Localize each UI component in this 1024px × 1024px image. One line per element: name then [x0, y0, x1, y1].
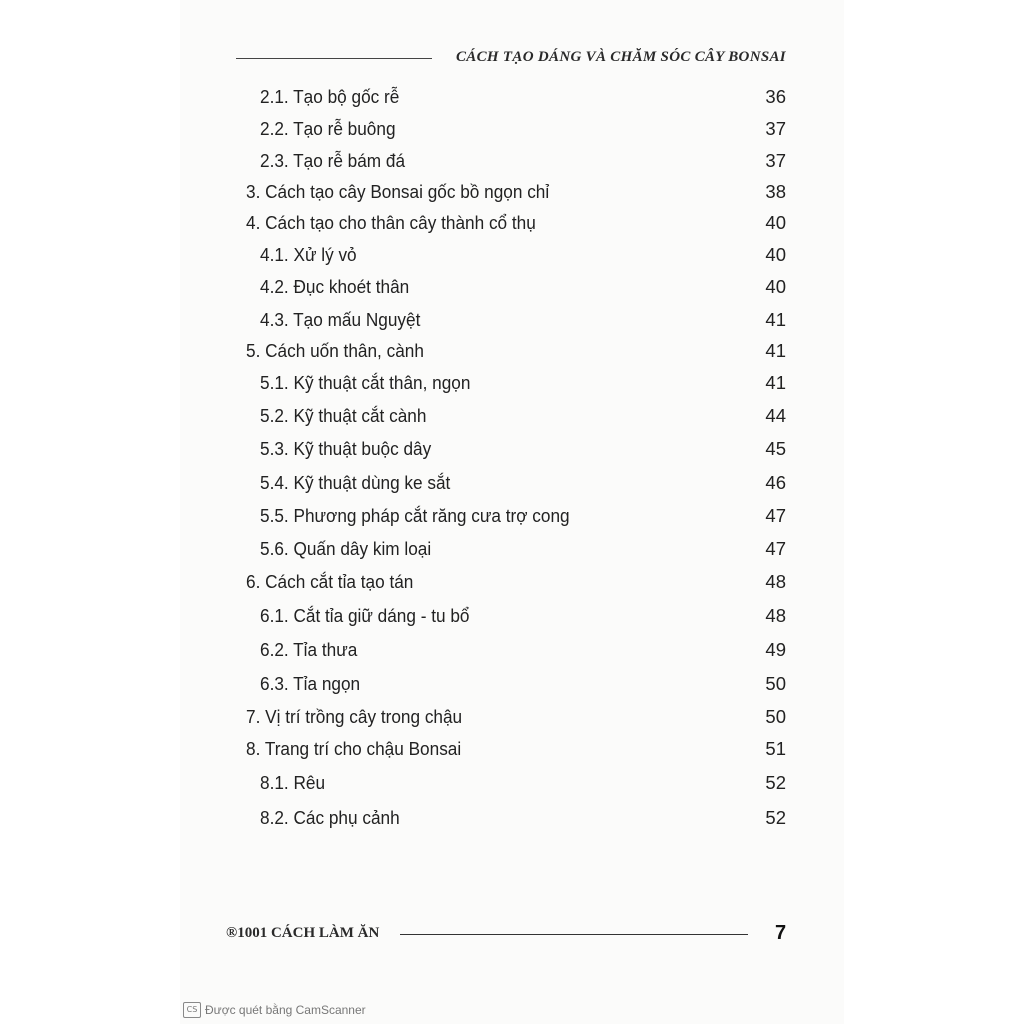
toc-entry: [0, 438, 1024, 468]
camscanner-logo-icon: CS: [183, 1002, 201, 1018]
toc-entry: [0, 605, 1024, 635]
footer-rule: [400, 934, 748, 935]
toc-entry: [0, 538, 1024, 568]
toc-entry: [0, 276, 1024, 306]
toc-entry-title: 4.2. Đục khoét thân: [260, 276, 410, 297]
toc-entry-page: 50: [765, 706, 786, 727]
toc-entry-title: 8. Trang trí cho chậu Bonsai: [246, 738, 462, 759]
toc-entry-page: 40: [765, 212, 786, 233]
toc-entry-page: 37: [765, 118, 786, 139]
toc-entry-title: 5.4. Kỹ thuật dùng ke sắt: [260, 472, 451, 493]
toc-entry-page: 41: [765, 340, 786, 361]
toc-entry-title: 3. Cách tạo cây Bonsai gốc bồ ngọn chỉ: [246, 181, 550, 202]
toc-entry: [0, 571, 1024, 601]
toc-entry-page: 49: [765, 639, 786, 660]
toc-entry-title: 8.2. Các phụ cảnh: [260, 807, 400, 828]
camscanner-watermark: [183, 1002, 366, 1020]
toc-entry-page: 41: [765, 309, 786, 330]
toc-entry: [0, 372, 1024, 402]
toc-entry-title: 6. Cách cắt tỉa tạo tán: [246, 571, 414, 592]
header-rule: [236, 58, 432, 59]
toc-entry-title: 5.6. Quấn dây kim loại: [260, 538, 432, 559]
toc-entry-page: 40: [765, 276, 786, 297]
toc-entry-title: 8.1. Rêu: [260, 772, 326, 793]
toc-entry: [0, 772, 1024, 802]
toc-entry: [0, 472, 1024, 502]
toc-entry: [0, 86, 1024, 116]
watermark-text: Được quét bằng CamScanner: [205, 1003, 366, 1017]
running-title: CÁCH TẠO DÁNG VÀ CHĂM SÓC CÂY BONSAI: [456, 49, 786, 65]
toc-entry: [0, 181, 1024, 211]
toc-entry-title: 2.3. Tạo rễ bám đá: [260, 150, 406, 171]
toc-entry: [0, 505, 1024, 535]
toc-entry-title: 6.2. Tỉa thưa: [260, 639, 358, 660]
toc-entry: [0, 639, 1024, 669]
toc-entry-page: 52: [765, 807, 786, 828]
toc-entry-title: 6.3. Tỉa ngọn: [260, 673, 361, 694]
toc-entry-page: 47: [765, 538, 786, 559]
toc-entry-page: 41: [765, 372, 786, 393]
toc-entry: [0, 150, 1024, 180]
toc-entry-title: 4.3. Tạo mấu Nguyệt: [260, 309, 421, 330]
toc-entry-title: 5.1. Kỹ thuật cắt thân, ngọn: [260, 372, 471, 393]
toc-entry-title: 5.3. Kỹ thuật buộc dây: [260, 438, 432, 459]
toc-entry-page: 40: [765, 244, 786, 265]
toc-entry-title: 2.1. Tạo bộ gốc rễ: [260, 86, 400, 107]
toc-entry-page: 50: [765, 673, 786, 694]
toc-entry-page: 37: [765, 150, 786, 171]
toc-entry: [0, 807, 1024, 837]
toc-entry: [0, 309, 1024, 339]
toc-entry-page: 51: [765, 738, 786, 759]
toc-entry-title: 7. Vị trí trồng cây trong chậu: [246, 706, 463, 727]
toc-entry-page: 46: [765, 472, 786, 493]
toc-entry-page: 48: [765, 571, 786, 592]
page-number: 7: [775, 922, 787, 944]
footer-series-title: ®1001 CÁCH LÀM ĂN: [226, 925, 380, 941]
toc-entry-page: 47: [765, 505, 786, 526]
toc-entry-page: 36: [765, 86, 786, 107]
toc-entry-page: 52: [765, 772, 786, 793]
toc-entry: [0, 244, 1024, 274]
toc-entry-title: 5.5. Phương pháp cắt răng cưa trợ cong: [260, 505, 570, 526]
toc-entry-page: 45: [765, 438, 786, 459]
toc-entry-page: 38: [765, 181, 786, 202]
toc-entry-title: 4. Cách tạo cho thân cây thành cổ thụ: [246, 212, 536, 233]
toc-entry-title: 5.2. Kỹ thuật cắt cành: [260, 405, 427, 426]
toc-entry: [0, 118, 1024, 148]
toc-entry: [0, 738, 1024, 768]
toc-entry-title: 2.2. Tạo rễ buông: [260, 118, 396, 139]
toc-entry-page: 44: [765, 405, 786, 426]
toc-entry: [0, 673, 1024, 703]
toc-entry: [0, 706, 1024, 736]
toc-entry: [0, 340, 1024, 370]
toc-entry: [0, 212, 1024, 242]
toc-entry: [0, 405, 1024, 435]
toc-entry-title: 6.1. Cắt tỉa giữ dáng - tu bổ: [260, 605, 470, 626]
toc-entry-title: 4.1. Xử lý vỏ: [260, 244, 357, 265]
toc-entry-page: 48: [765, 605, 786, 626]
toc-entry-title: 5. Cách uốn thân, cành: [246, 340, 424, 361]
